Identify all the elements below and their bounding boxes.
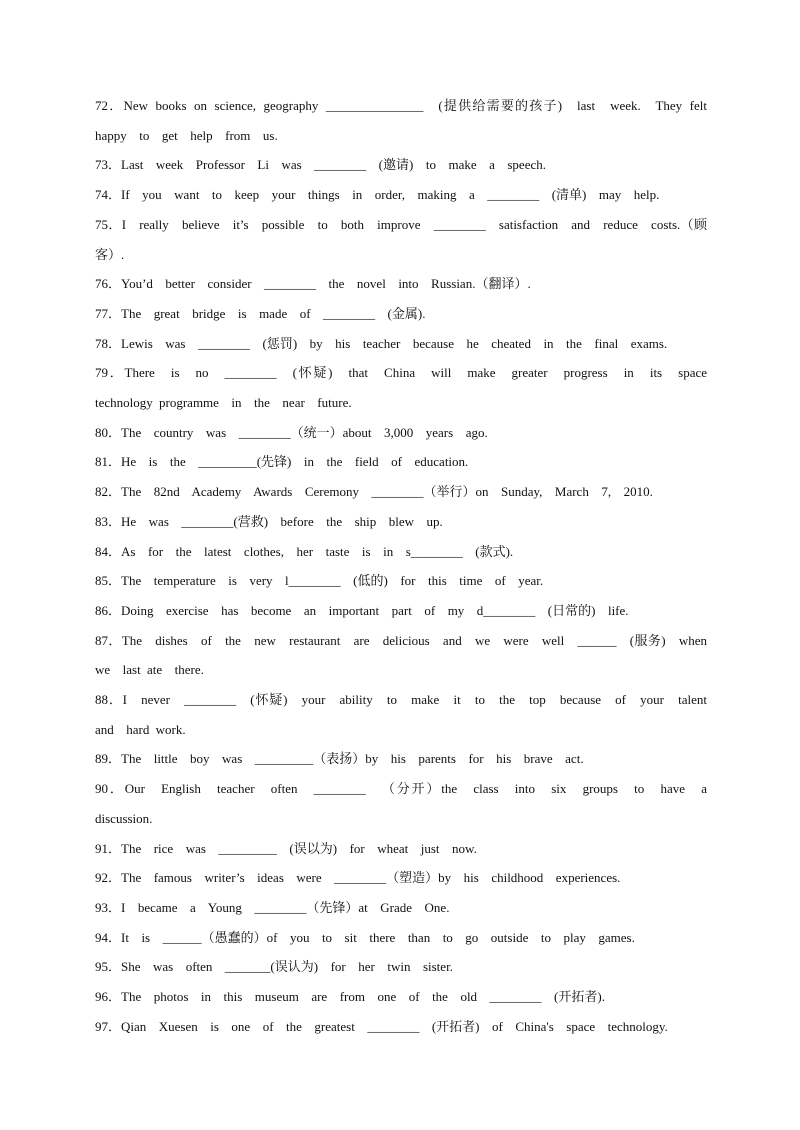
question-item — [95, 923, 707, 953]
question-item — [95, 477, 707, 507]
question-text: 85．The temperature is very l________ (低的) for this time of year. — [95, 573, 544, 589]
question-text: 94．It is ______（愚蠢的）of you to sit there than to go outside to play games. — [95, 929, 635, 945]
question-item — [95, 447, 707, 477]
question-item — [95, 180, 707, 210]
question-text: 88．I never ________ (怀疑) your ability to make it to the top because of your talent and hard work. — [95, 692, 720, 737]
question-item — [95, 269, 707, 299]
question-text: 75．I really believe it’s possible to both improve ________ satisfaction and reduce costs.（顾客）. — [95, 216, 707, 262]
question-item — [95, 566, 707, 596]
question-text: 87．The dishes of the new restaurant are delicious and we were well ______ (服务) when we last ate there. — [95, 632, 720, 678]
question-item — [95, 982, 707, 1012]
question-text: 72．New books on science, geography _______________ (提供给需要的孩子) last week. They felt happy to get help from us. — [95, 98, 720, 143]
question-item — [95, 834, 707, 864]
question-text: 93．I became a Young ________（先锋）at Grade One. — [95, 899, 450, 915]
question-item — [95, 537, 707, 567]
question-item — [95, 863, 707, 893]
question-item — [95, 210, 707, 269]
question-item — [95, 418, 707, 448]
question-text: 77．The great bridge is made of ________ (金属). — [95, 305, 426, 321]
question-text: 81．He is the _________(先锋) in the field of education. — [95, 454, 469, 470]
question-text: 86．Doing exercise has become an important part of my d________ (日常的) life. — [95, 602, 629, 618]
question-text: 74．If you want to keep your things in order, making a ________ (清单) may help. — [95, 187, 660, 203]
question-item — [95, 744, 707, 774]
question-item — [95, 952, 707, 982]
question-text: 96．The photos in this museum are from one of the old ________ (开拓者). — [95, 989, 605, 1005]
question-item — [95, 596, 707, 626]
question-list — [95, 91, 720, 1042]
question-text: 78．Lewis was ________ (惩罚) by his teacher because he cheated in the final exams. — [95, 335, 668, 351]
question-text: 82．The 82nd Academy Awards Ceremony ________（举行）on Sunday, March 7, 2010. — [95, 484, 653, 500]
question-item — [95, 299, 707, 329]
question-text: 73．Last week Professor Li was ________ (邀请) to make a speech. — [95, 157, 546, 173]
question-item — [95, 774, 720, 833]
question-text: 79．There is no ________ (怀疑) that China will make greater progress in its space technology programme in the near future. — [95, 365, 720, 411]
question-item — [95, 358, 720, 417]
question-item — [95, 150, 707, 180]
question-text: 89．The little boy was _________（表扬）by his parents for his brave act. — [95, 751, 584, 767]
question-item — [95, 329, 707, 359]
question-text: 76．You’d better consider ________ the novel into Russian.（翻译）. — [95, 276, 531, 292]
question-item — [95, 893, 707, 923]
question-text: 92．The famous writer’s ideas were ________（塑造）by his childhood experiences. — [95, 870, 621, 886]
question-item — [95, 685, 720, 744]
question-text: 90．Our English teacher often ________ （分开）the class into six groups to have a discussion. — [95, 781, 720, 826]
question-text: 84．As for the latest clothes, her taste is in s________ (款式). — [95, 543, 514, 559]
question-text: 95．She was often _______(误认为) for her twin sister. — [95, 959, 453, 975]
question-item — [95, 1012, 707, 1042]
question-text: 91．The rice was _________ (误以为) for wheat just now. — [95, 840, 477, 856]
question-text: 97．Qian Xuesen is one of the greatest ________ (开拓者) of China's space technology. — [95, 1018, 668, 1034]
question-item — [95, 507, 707, 537]
question-text: 83．He was ________(营救) before the ship blew up. — [95, 513, 443, 529]
question-text: 80．The country was ________（统一）about 3,000 years ago. — [95, 424, 488, 440]
question-item — [95, 91, 720, 150]
question-item — [95, 626, 720, 685]
